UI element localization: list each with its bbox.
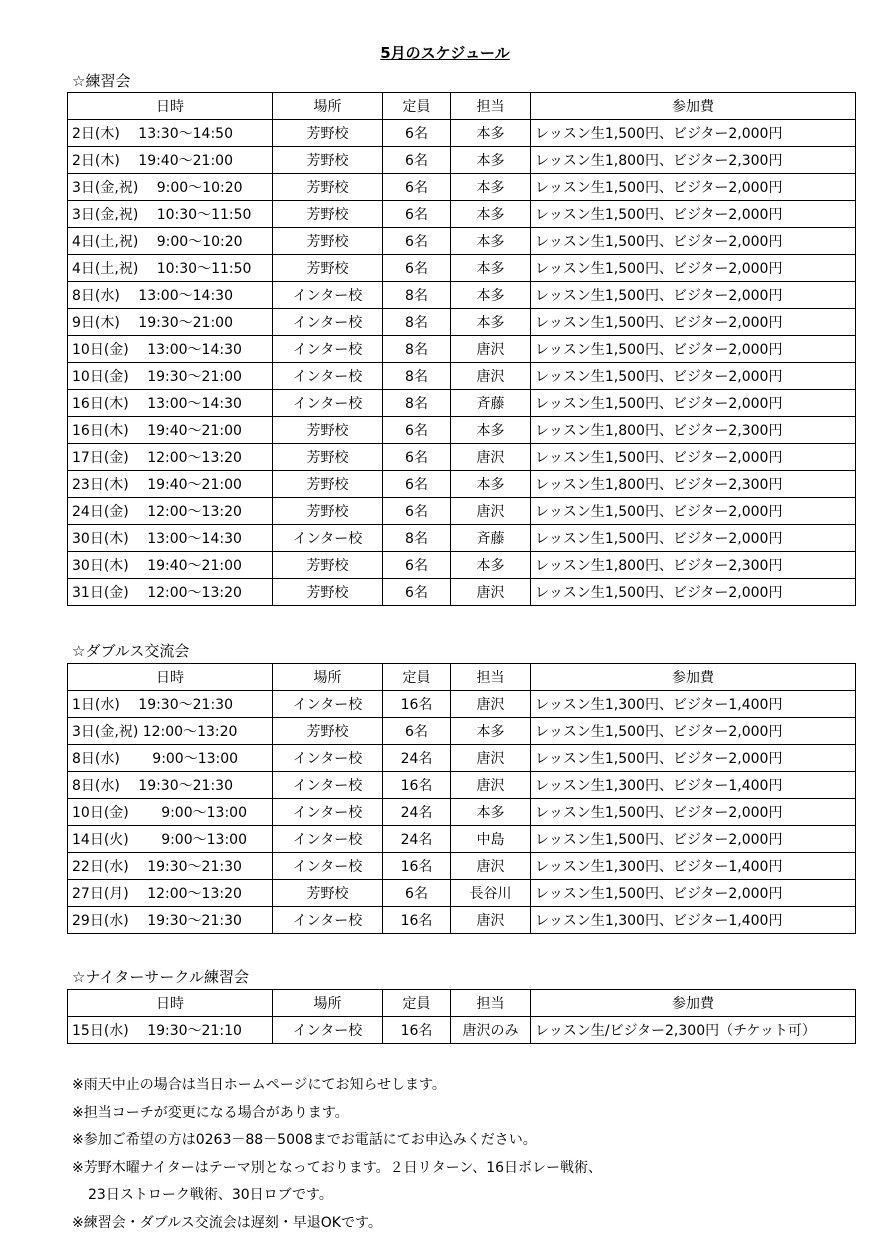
place-cell: インター校 — [273, 772, 383, 799]
header-datetime: 日時 — [68, 93, 273, 120]
fee-cell: レッスン生1,500円、ビジター2,000円 — [531, 282, 856, 309]
fee-cell: レッスン生1,500円、ビジター2,000円 — [531, 390, 856, 417]
table-row — [68, 552, 856, 579]
place-cell: インター校 — [273, 907, 383, 934]
table-row — [68, 228, 856, 255]
datetime-cell: 23日(木) 19:40～21:00 — [68, 471, 273, 498]
datetime-cell: 14日(火) 9:00～13:00 — [68, 826, 273, 853]
capacity-cell: 6名 — [383, 201, 451, 228]
header-capacity: 定員 — [383, 990, 451, 1017]
coach-cell: 長谷川 — [451, 880, 531, 907]
datetime-cell: 8日(水) 13:00～14:30 — [68, 282, 273, 309]
datetime-cell: 24日(金) 12:00～13:20 — [68, 498, 273, 525]
datetime-cell: 29日(水) 19:30～21:30 — [68, 907, 273, 934]
fee-cell: レッスン生1,500円、ビジター2,000円 — [531, 255, 856, 282]
datetime-cell: 8日(水) 9:00～13:00 — [68, 745, 273, 772]
place-cell: 芳野校 — [273, 880, 383, 907]
capacity-cell: 24名 — [383, 799, 451, 826]
capacity-cell: 6名 — [383, 498, 451, 525]
datetime-cell: 9日(木) 19:30～21:00 — [68, 309, 273, 336]
datetime-cell: 31日(金) 12:00～13:20 — [68, 579, 273, 606]
night-circle-schedule-table — [67, 989, 856, 1044]
datetime-cell: 17日(金) 12:00～13:20 — [68, 444, 273, 471]
datetime-cell: 3日(金,祝) 9:00～10:20 — [68, 174, 273, 201]
place-cell: インター校 — [273, 525, 383, 552]
note-line: ※参加ご希望の方は0263－88－5008までお電話にてお申込みください。 — [72, 1132, 537, 1148]
table-header-row — [68, 93, 856, 120]
table-row — [68, 363, 856, 390]
coach-cell: 唐沢 — [451, 853, 531, 880]
table-row — [68, 718, 856, 745]
coach-cell: 本多 — [451, 228, 531, 255]
coach-cell: 中島 — [451, 826, 531, 853]
coach-cell: 唐沢 — [451, 336, 531, 363]
section-label-practice: ☆練習会 — [72, 72, 131, 90]
capacity-cell: 6名 — [383, 471, 451, 498]
table-row — [68, 525, 856, 552]
datetime-cell: 4日(土,祝) 9:00～10:20 — [68, 228, 273, 255]
coach-cell: 唐沢 — [451, 907, 531, 934]
table-row — [68, 772, 856, 799]
place-cell: 芳野校 — [273, 444, 383, 471]
fee-cell: レッスン生1,500円、ビジター2,000円 — [531, 444, 856, 471]
notes — [72, 1072, 602, 1237]
fee-cell: レッスン生1,800円、ビジター2,300円 — [531, 471, 856, 498]
fee-cell: レッスン生1,800円、ビジター2,300円 — [531, 552, 856, 579]
table-row — [68, 417, 856, 444]
capacity-cell: 6名 — [383, 718, 451, 745]
header-datetime: 日時 — [68, 664, 273, 691]
coach-cell: 本多 — [451, 799, 531, 826]
table-row — [68, 390, 856, 417]
datetime-cell: 22日(水) 19:30～21:30 — [68, 853, 273, 880]
coach-cell: 本多 — [451, 282, 531, 309]
capacity-cell: 6名 — [383, 174, 451, 201]
table-row — [68, 745, 856, 772]
table-row — [68, 691, 856, 718]
capacity-cell: 6名 — [383, 552, 451, 579]
place-cell: インター校 — [273, 799, 383, 826]
fee-cell: レッスン生1,500円、ビジター2,000円 — [531, 880, 856, 907]
header-place: 場所 — [273, 990, 383, 1017]
place-cell: インター校 — [273, 826, 383, 853]
datetime-cell: 27日(月) 12:00～13:20 — [68, 880, 273, 907]
fee-cell: レッスン生1,300円、ビジター1,400円 — [531, 772, 856, 799]
datetime-cell: 15日(水) 19:30～21:10 — [68, 1017, 273, 1044]
place-cell: インター校 — [273, 390, 383, 417]
table-row — [68, 853, 856, 880]
datetime-cell: 16日(木) 19:40～21:00 — [68, 417, 273, 444]
place-cell: インター校 — [273, 1017, 383, 1044]
capacity-cell: 6名 — [383, 880, 451, 907]
place-cell: 芳野校 — [273, 498, 383, 525]
place-cell: インター校 — [273, 309, 383, 336]
table-row — [68, 579, 856, 606]
place-cell: インター校 — [273, 282, 383, 309]
fee-cell: レッスン生1,300円、ビジター1,400円 — [531, 691, 856, 718]
coach-cell: 本多 — [451, 174, 531, 201]
header-fee: 参加費 — [531, 664, 856, 691]
fee-cell: レッスン生1,500円、ビジター2,000円 — [531, 799, 856, 826]
header-capacity: 定員 — [383, 93, 451, 120]
place-cell: 芳野校 — [273, 552, 383, 579]
fee-cell: レッスン生1,500円、ビジター2,000円 — [531, 718, 856, 745]
table-row — [68, 282, 856, 309]
fee-cell: レッスン生1,500円、ビジター2,000円 — [531, 579, 856, 606]
datetime-cell: 2日(木) 13:30～14:50 — [68, 120, 273, 147]
fee-cell: レッスン生1,500円、ビジター2,000円 — [531, 336, 856, 363]
capacity-cell: 6名 — [383, 579, 451, 606]
place-cell: 芳野校 — [273, 471, 383, 498]
coach-cell: 唐沢 — [451, 444, 531, 471]
datetime-cell: 30日(木) 13:00～14:30 — [68, 525, 273, 552]
place-cell: 芳野校 — [273, 579, 383, 606]
coach-cell: 本多 — [451, 309, 531, 336]
coach-cell: 唐沢のみ — [451, 1017, 531, 1044]
header-capacity: 定員 — [383, 664, 451, 691]
place-cell: インター校 — [273, 363, 383, 390]
capacity-cell: 6名 — [383, 444, 451, 471]
note-line: 23日ストローク戦術、30日ロブです。 — [88, 1187, 333, 1203]
practice-schedule-table — [67, 92, 856, 606]
capacity-cell: 24名 — [383, 826, 451, 853]
fee-cell: レッスン生1,500円、ビジター2,000円 — [531, 525, 856, 552]
fee-cell: レッスン生1,300円、ビジター1,400円 — [531, 853, 856, 880]
coach-cell: 本多 — [451, 147, 531, 174]
table-row — [68, 201, 856, 228]
fee-cell: レッスン生/ビジター2,300円（チケット可） — [531, 1017, 856, 1044]
place-cell: 芳野校 — [273, 174, 383, 201]
coach-cell: 本多 — [451, 552, 531, 579]
note-line: ※芳野木曜ナイターはテーマ別となっております。２日リターン、16日ボレー戦術、 — [72, 1159, 603, 1176]
capacity-cell: 8名 — [383, 525, 451, 552]
capacity-cell: 6名 — [383, 147, 451, 174]
table-row — [68, 444, 856, 471]
coach-cell: 斉藤 — [451, 390, 531, 417]
datetime-cell: 2日(木) 19:40～21:00 — [68, 147, 273, 174]
fee-cell: レッスン生1,500円、ビジター2,000円 — [531, 120, 856, 147]
table-header-row — [68, 664, 856, 691]
note-line: ※練習会・ダブルス交流会は遅刻・早退OKです。 — [72, 1214, 382, 1231]
capacity-cell: 16名 — [383, 691, 451, 718]
datetime-cell: 16日(木) 13:00～14:30 — [68, 390, 273, 417]
place-cell: インター校 — [273, 691, 383, 718]
table-row — [68, 255, 856, 282]
capacity-cell: 6名 — [383, 228, 451, 255]
datetime-cell: 30日(木) 19:40～21:00 — [68, 552, 273, 579]
coach-cell: 唐沢 — [451, 691, 531, 718]
header-fee: 参加費 — [531, 93, 856, 120]
capacity-cell: 8名 — [383, 309, 451, 336]
table-row — [68, 147, 856, 174]
datetime-cell: 8日(水) 19:30～21:30 — [68, 772, 273, 799]
header-place: 場所 — [273, 93, 383, 120]
header-coach: 担当 — [451, 990, 531, 1017]
place-cell: インター校 — [273, 336, 383, 363]
coach-cell: 本多 — [451, 471, 531, 498]
table-row — [68, 826, 856, 853]
coach-cell: 唐沢 — [451, 363, 531, 390]
section-label-doubles: ☆ダブルス交流会 — [72, 642, 190, 660]
place-cell: インター校 — [273, 745, 383, 772]
table-header-row — [68, 990, 856, 1017]
header-place: 場所 — [273, 664, 383, 691]
coach-cell: 唐沢 — [451, 745, 531, 772]
capacity-cell: 16名 — [383, 1017, 451, 1044]
coach-cell: 本多 — [451, 718, 531, 745]
coach-cell: 唐沢 — [451, 498, 531, 525]
coach-cell: 本多 — [451, 120, 531, 147]
fee-cell: レッスン生1,500円、ビジター2,000円 — [531, 228, 856, 255]
table-row — [68, 880, 856, 907]
table-row — [68, 120, 856, 147]
fee-cell: レッスン生1,500円、ビジター2,000円 — [531, 174, 856, 201]
fee-cell: レッスン生1,500円、ビジター2,000円 — [531, 826, 856, 853]
fee-cell: レッスン生1,500円、ビジター2,000円 — [531, 745, 856, 772]
header-coach: 担当 — [451, 93, 531, 120]
place-cell: 芳野校 — [273, 255, 383, 282]
table-row — [68, 498, 856, 525]
fee-cell: レッスン生1,500円、ビジター2,000円 — [531, 309, 856, 336]
table-row — [68, 471, 856, 498]
datetime-cell: 3日(金,祝) 12:00～13:20 — [68, 718, 273, 745]
coach-cell: 本多 — [451, 255, 531, 282]
header-coach: 担当 — [451, 664, 531, 691]
page-title-text: 5月のスケジュール — [380, 44, 510, 62]
coach-cell: 本多 — [451, 201, 531, 228]
capacity-cell: 8名 — [383, 390, 451, 417]
coach-cell: 本多 — [451, 417, 531, 444]
datetime-cell: 10日(金) 19:30～21:00 — [68, 363, 273, 390]
fee-cell: レッスン生1,300円、ビジター1,400円 — [531, 907, 856, 934]
table-row — [68, 1017, 856, 1044]
capacity-cell: 16名 — [383, 853, 451, 880]
place-cell: 芳野校 — [273, 147, 383, 174]
header-datetime: 日時 — [68, 990, 273, 1017]
doubles-schedule-table — [67, 663, 856, 934]
capacity-cell: 24名 — [383, 745, 451, 772]
note-line: ※担当コーチが変更になる場合があります。 — [72, 1104, 349, 1121]
datetime-cell: 3日(金,祝) 10:30～11:50 — [68, 201, 273, 228]
header-fee: 参加費 — [531, 990, 856, 1017]
page-title — [0, 42, 890, 63]
place-cell: 芳野校 — [273, 417, 383, 444]
capacity-cell: 8名 — [383, 336, 451, 363]
coach-cell: 唐沢 — [451, 772, 531, 799]
datetime-cell: 1日(水) 19:30～21:30 — [68, 691, 273, 718]
coach-cell: 斉藤 — [451, 525, 531, 552]
place-cell: インター校 — [273, 853, 383, 880]
table-row — [68, 799, 856, 826]
fee-cell: レッスン生1,500円、ビジター2,000円 — [531, 363, 856, 390]
datetime-cell: 10日(金) 13:00～14:30 — [68, 336, 273, 363]
fee-cell: レッスン生1,800円、ビジター2,300円 — [531, 417, 856, 444]
note-line: ※雨天中止の場合は当日ホームページにてお知らせします。 — [72, 1077, 446, 1093]
fee-cell: レッスン生1,500円、ビジター2,000円 — [531, 201, 856, 228]
coach-cell: 唐沢 — [451, 579, 531, 606]
capacity-cell: 6名 — [383, 255, 451, 282]
capacity-cell: 16名 — [383, 907, 451, 934]
capacity-cell: 6名 — [383, 417, 451, 444]
datetime-cell: 10日(金) 9:00～13:00 — [68, 799, 273, 826]
place-cell: 芳野校 — [273, 120, 383, 147]
fee-cell: レッスン生1,800円、ビジター2,300円 — [531, 147, 856, 174]
place-cell: 芳野校 — [273, 201, 383, 228]
table-row — [68, 907, 856, 934]
capacity-cell: 6名 — [383, 120, 451, 147]
capacity-cell: 8名 — [383, 282, 451, 309]
place-cell: 芳野校 — [273, 228, 383, 255]
section-label-night-circle: ☆ナイターサークル練習会 — [72, 968, 249, 986]
place-cell: 芳野校 — [273, 718, 383, 745]
table-row — [68, 309, 856, 336]
table-row — [68, 336, 856, 363]
capacity-cell: 8名 — [383, 363, 451, 390]
fee-cell: レッスン生1,500円、ビジター2,000円 — [531, 498, 856, 525]
capacity-cell: 16名 — [383, 772, 451, 799]
table-row — [68, 174, 856, 201]
datetime-cell: 4日(土,祝) 10:30～11:50 — [68, 255, 273, 282]
